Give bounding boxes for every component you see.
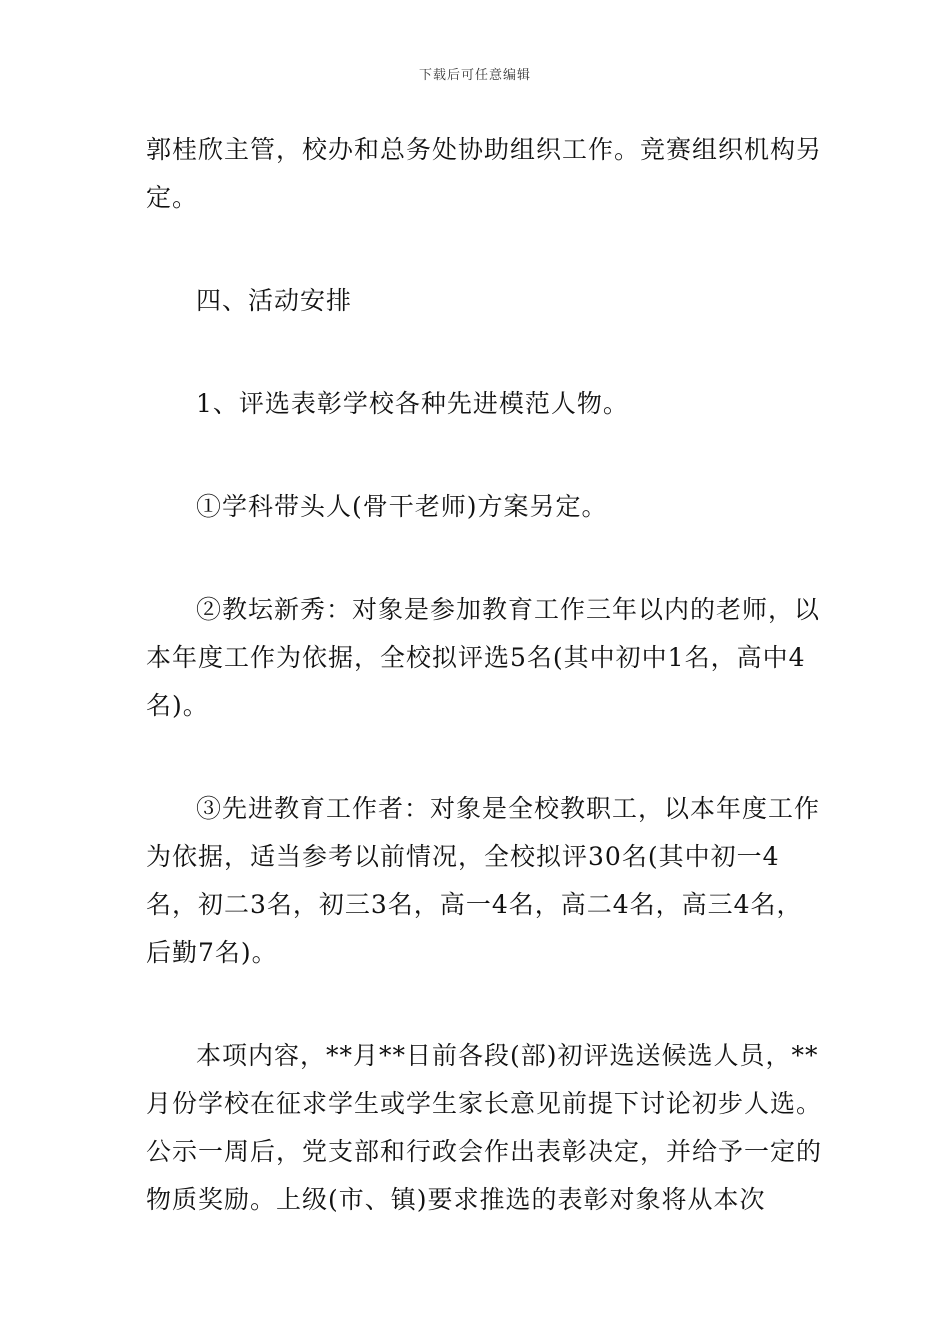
item-1-commendation: 1、评选表彰学校各种先进模范人物。	[196, 389, 629, 418]
page-header: 下载后可任意编辑	[418, 68, 531, 83]
item-new-teacher: ②教坛新秀：对象是参加教育工作三年以内的老师，以本年度工作为依据，全校拟评选5名(其中初中1名，高中4名)。	[146, 595, 821, 720]
paragraph-procedure: 本项内容，**月**日前各段(部)初评选送候选人员，**月份学校在征求学生或学生家长意见前提下讨论初步人选。公示一周后，党支部和行政会作出表彰决定，并给予一定的物质奖励。上级(市、镇)要求推选的表彰对象将从本次	[146, 1041, 823, 1214]
item-subject-leader: ①学科带头人(骨干老师)方案另定。	[196, 492, 608, 521]
section-heading-activities: 四、活动安排	[196, 286, 353, 315]
item-advanced-worker: ③先进教育工作者：对象是全校教职工，以本年度工作为依据，适当参考以前情况，全校拟评30名(其中初一4名，初二3名，初三3名，高一4名，高二4名，高三4名，后勤7名)。	[146, 794, 821, 967]
paragraph-organization: 郭桂欣主管，校办和总务处协助组织工作。竞赛组织机构另定。	[146, 135, 823, 212]
document-body	[146, 126, 826, 1224]
